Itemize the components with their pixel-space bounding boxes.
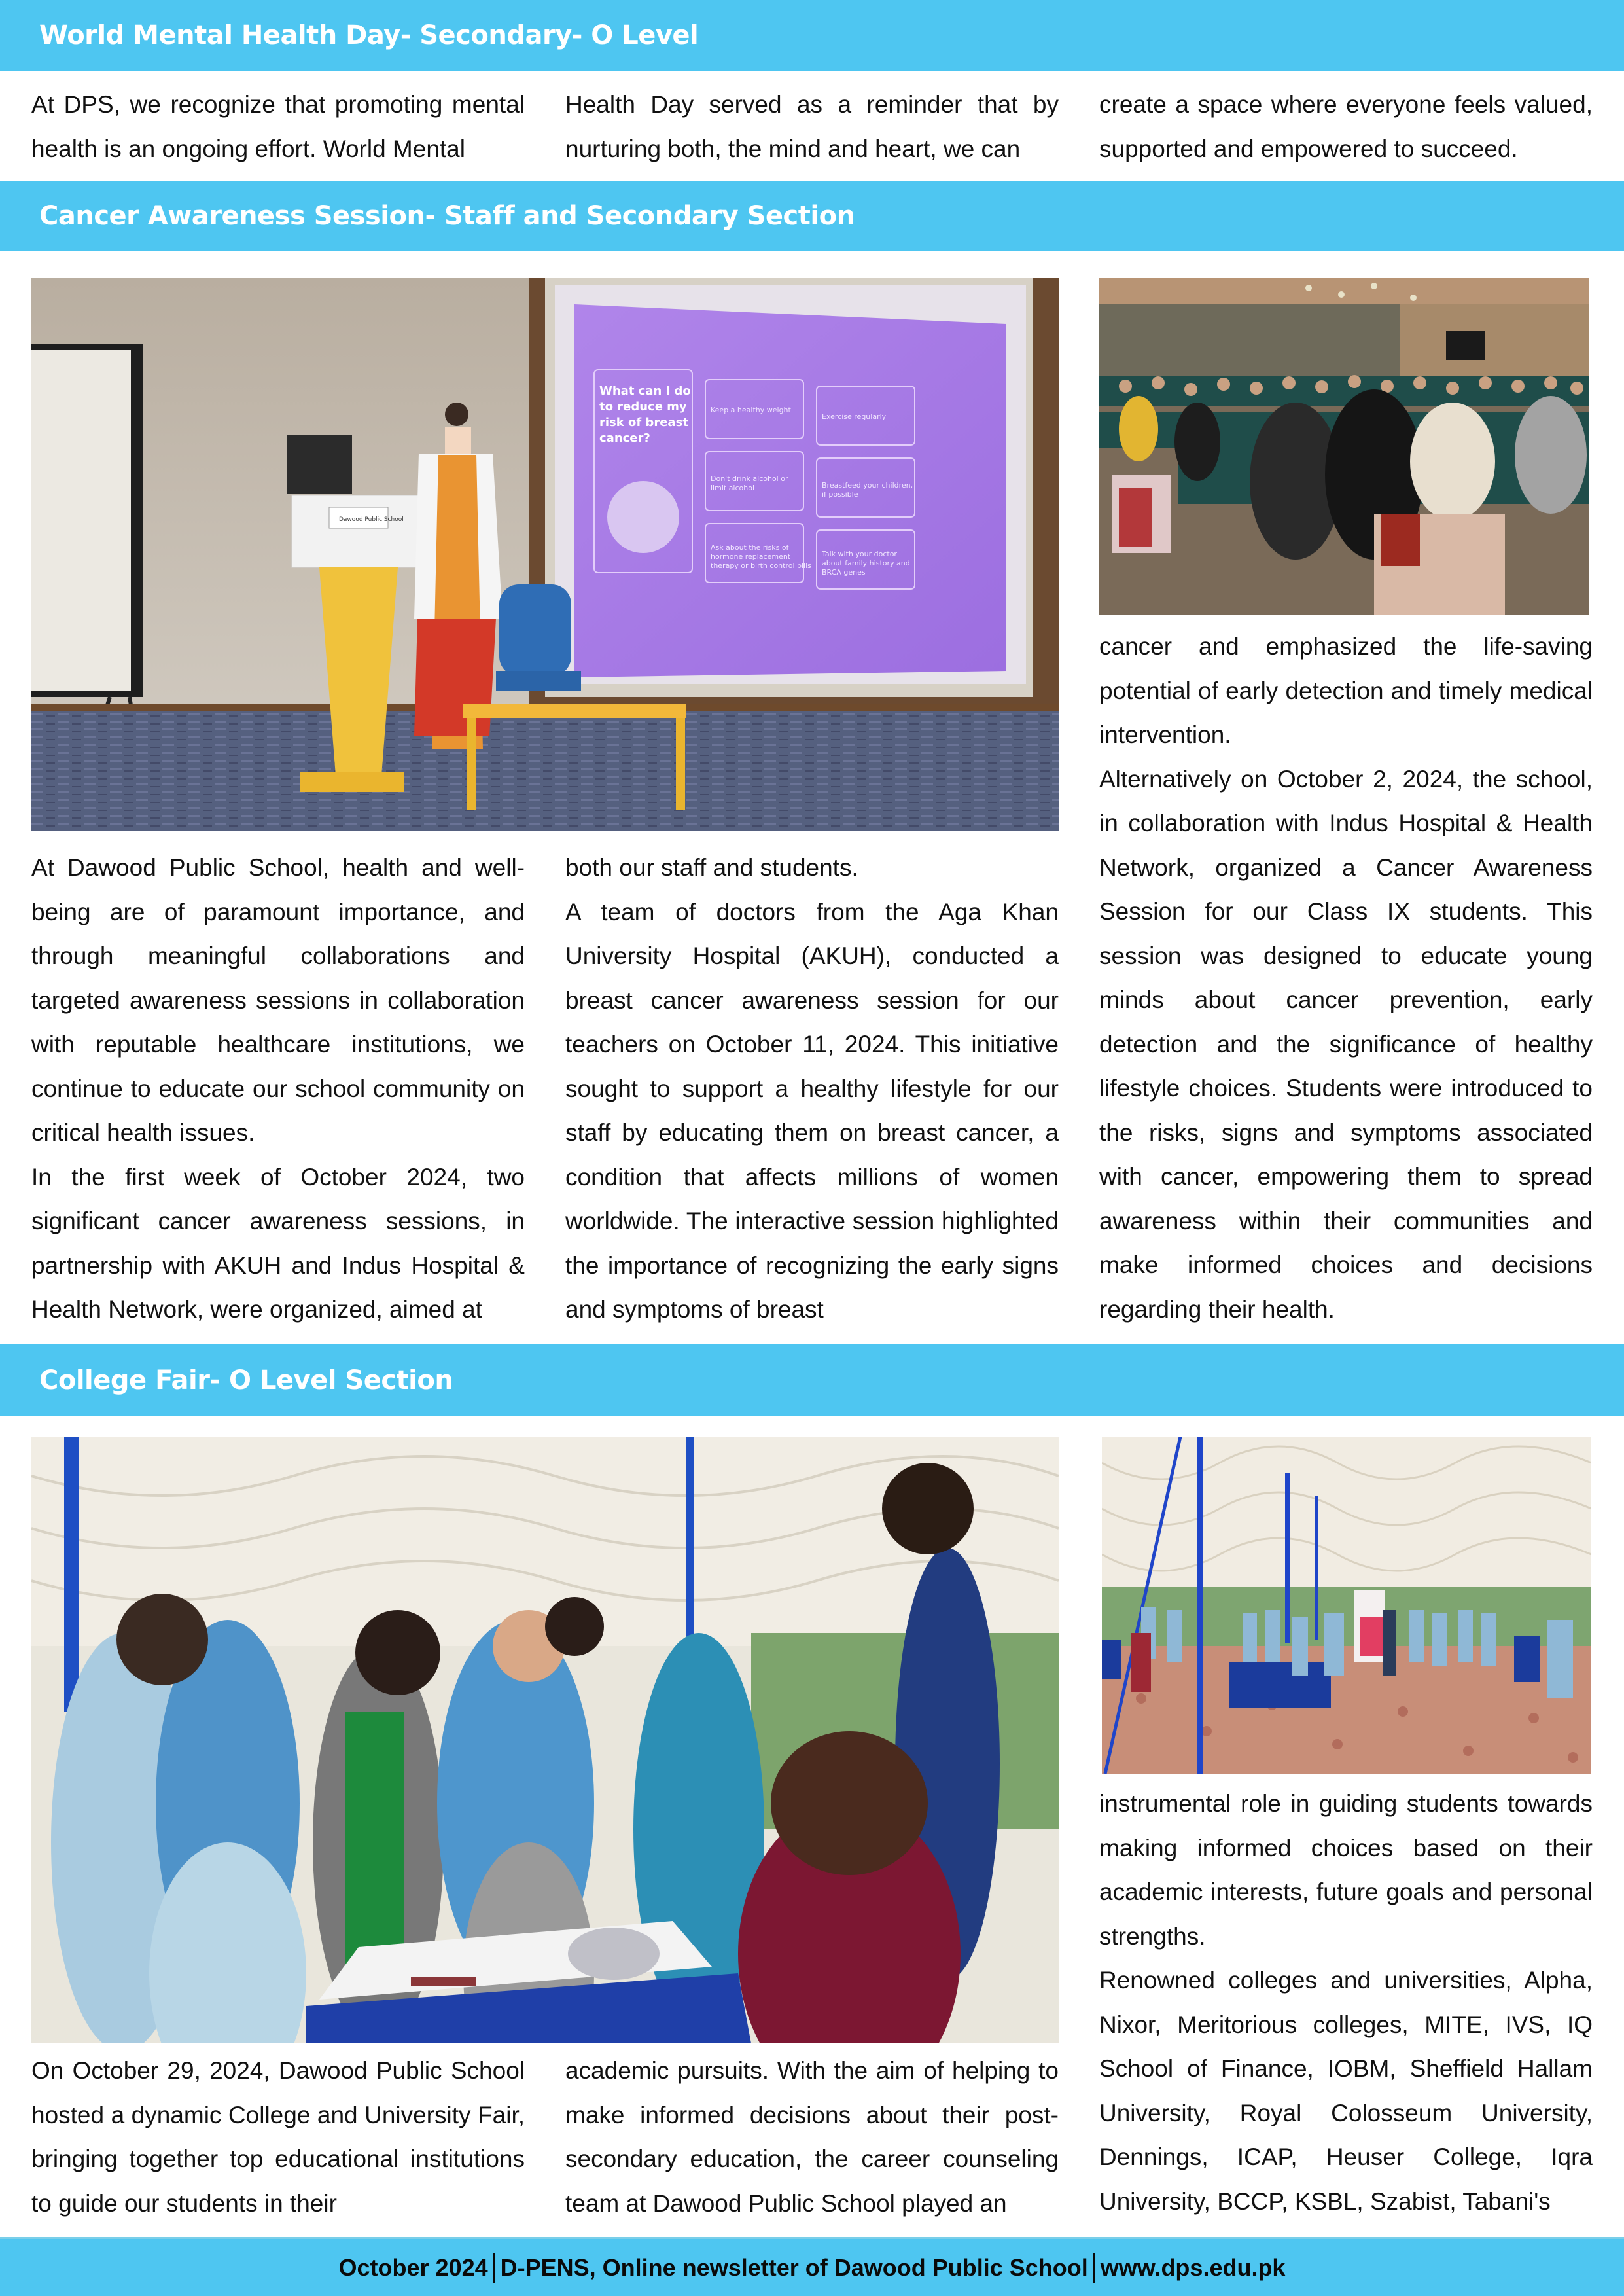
section-header-mental-health: [0, 0, 1624, 71]
presentation-scene: [31, 278, 1059, 831]
paragraph: On October 29, 2024, Dawood Public School hosted a dynamic College and University Fair, bringing together top educational institutions to guide our students in their: [31, 2057, 525, 2217]
paragraph: instrumental role in guiding students towards making informed choices based on their academic interests, future goals and personal strengths.: [1099, 1790, 1593, 1950]
cancer-col-3: [1099, 624, 1593, 1331]
svg-text:if possible: if possible: [822, 490, 858, 499]
paragraph: At Dawood Public School, health and well-being are of paramount importance, and through meaningful collaborations and targeted awareness sessions in collaboration with reputable healthcare institutions, we continue to educate our school community on critical health issues.: [31, 854, 525, 1146]
paragraph: Renowned colleges and universities, Alpha, Nixor, Meritorious colleges, MITE, IVS, IQ School of Finance, IOBM, Sheffield Hallam University, Royal Colosseum University, Dennings, ICAP, Heuser College, Iqra University, BCCP, KSBL, Szabist, Tabani's: [1099, 1967, 1593, 2215]
college-col-2: [565, 2049, 1059, 2225]
svg-text:Don't drink alcohol or: Don't drink alcohol or: [711, 475, 788, 483]
college-col-3: [1099, 1782, 1593, 2223]
svg-text:BRCA genes: BRCA genes: [822, 568, 866, 577]
svg-text:cancer?: cancer?: [599, 431, 650, 445]
paragraph: cancer and emphasized the life-saving potential of early detection and timely medical intervention.: [1099, 633, 1593, 748]
svg-text:risk of breast: risk of breast: [599, 416, 688, 429]
svg-text:limit alcohol: limit alcohol: [711, 484, 755, 492]
photo-audience: [1099, 278, 1589, 615]
paragraph: At DPS, we recognize that promoting mental health is an ongoing effort. World Mental: [31, 91, 525, 162]
section-title: Cancer Awareness Session- Staff and Secondary Section: [39, 201, 855, 231]
svg-text:hormone replacement: hormone replacement: [711, 552, 791, 561]
audience-scene: [1099, 278, 1589, 615]
page-footer: [0, 2237, 1624, 2296]
section-title: College Fair- O Level Section: [39, 1365, 453, 1395]
paragraph: A team of doctors from the Aga Khan University Hospital (AKUH), conducted a breast cancer awareness session for our teachers on October 11, 2024. This initiative sought to support a healthy lifestyle for our staff by educating them on breast cancer, a condition that affects millions of women worldwide. The interactive session highlighted the importance of recognizing the early signs and symptoms of breast: [565, 898, 1059, 1323]
college-fair-tent-scene: [1102, 1437, 1591, 1774]
college-col-1: [31, 2049, 525, 2225]
section-header-cancer-awareness: [0, 181, 1624, 251]
paragraph: both our staff and students.: [565, 854, 858, 881]
footer-newsletter-name: D-PENS, Online newsletter of Dawood Public School: [500, 2253, 1088, 2281]
paragraph: Alternatively on October 2, 2024, the school, in collaboration with Indus Hospital & Health Network, organized a Cancer Awareness Session for our Class IX students. This session was designed to educate young minds about cancer prevention, early detection and the significance of healthy lifestyle choices. Students were introduced to the risks, signs and symptoms associated with cancer, empowering them to spread awareness within their communities and make informed choices and decisions regarding their health.: [1099, 765, 1593, 1323]
footer-divider: [1093, 2253, 1095, 2283]
svg-text:to reduce my: to reduce my: [599, 400, 687, 414]
photo-college-fair-tent: [1102, 1437, 1591, 1774]
section-header-college-fair: [0, 1344, 1624, 1416]
mental-health-col-3: [1099, 82, 1593, 171]
svg-text:Dawood Public School: Dawood Public School: [339, 516, 404, 523]
footer-date: October 2024: [338, 2253, 488, 2281]
cancer-col-2: [565, 846, 1059, 1332]
photo-presentation: [31, 278, 1059, 831]
paragraph: academic pursuits. With the aim of helping to make informed decisions about their post-secondary education, the career counseling team at Dawood Public School played an: [565, 2057, 1059, 2217]
paragraph: In the first week of October 2024, two significant cancer awareness sessions, in partnership with AKUH and Indus Hospital & Health Network, were organized, aimed at: [31, 1163, 525, 1323]
svg-text:Ask about the risks of: Ask about the risks of: [711, 543, 789, 552]
mental-health-col-1: [31, 82, 525, 171]
svg-text:Breastfeed your children,: Breastfeed your children,: [822, 481, 913, 490]
svg-text:What can I do: What can I do: [599, 384, 691, 398]
footer-website-link[interactable]: www.dps.edu.pk: [1100, 2253, 1286, 2281]
svg-text:therapy or birth control pills: therapy or birth control pills: [711, 562, 811, 570]
mental-health-col-2: [565, 82, 1059, 171]
svg-text:Talk with your doctor: Talk with your doctor: [822, 550, 897, 558]
photo-college-fair-students: [31, 1437, 1059, 2043]
svg-text:Keep a healthy weight: Keep a healthy weight: [711, 406, 791, 414]
paragraph: Health Day served as a reminder that by nurturing both, the mind and heart, we can: [565, 91, 1059, 162]
svg-text:about family history and: about family history and: [822, 559, 910, 567]
paragraph: create a space where everyone feels valued, supported and empowered to succeed.: [1099, 91, 1593, 162]
cancer-col-1: [31, 846, 525, 1332]
svg-text:Exercise regularly: Exercise regularly: [822, 412, 887, 421]
section-title: World Mental Health Day- Secondary- O Level: [39, 20, 699, 50]
college-fair-scene: [31, 1437, 1059, 2043]
footer-divider: [493, 2253, 495, 2283]
